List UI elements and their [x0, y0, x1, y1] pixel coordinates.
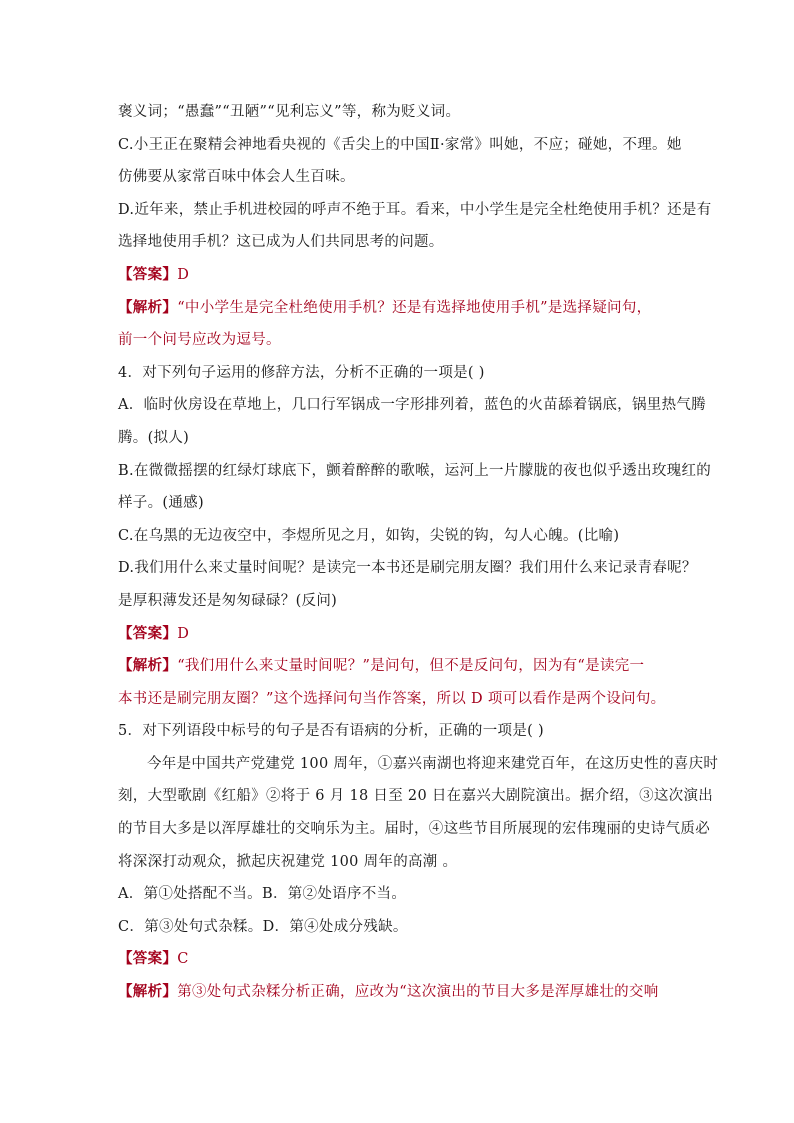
- text-line: [118, 715, 678, 748]
- text-line: [118, 846, 678, 879]
- text-line: [118, 585, 678, 618]
- text-line: [118, 618, 678, 651]
- text-line: [118, 943, 678, 976]
- text-line: [118, 487, 678, 520]
- text-line: [118, 650, 678, 683]
- text-span: “中小学生是完全杜绝使用手机？还是有选择地使用手机”是选择疑问句，: [177, 299, 652, 316]
- text-span: 本书还是刷完朋友圈？”这个选择问句当作答案，所以 D 项可以看作是两个设问句。: [118, 690, 666, 707]
- text-span: 今年是中国共产党建党 100 周年，①嘉兴南湖也将迎来建党百年，在这历史性的喜庆时: [147, 755, 719, 772]
- section-label: 【答案】: [118, 950, 178, 968]
- text-span: “我们用什么来丈量时间呢？”是问句，但不是反问句，因为有“是读完一: [177, 658, 645, 675]
- text-span: 仿佛要从家常百味中体会人生百味。: [118, 169, 355, 186]
- text-span: 的节目大多是以浑厚雄壮的交响乐为主。届时，④这些节目所展现的宏伟瑰丽的史诗气质必: [118, 821, 710, 838]
- section-label: 【答案】: [118, 624, 178, 642]
- text-line: [118, 292, 678, 325]
- text-span: D.我们用什么来丈量时间呢？是读完一本书还是刷完朋友圈？我们用什么来记录青春呢？: [118, 560, 697, 577]
- text-line: [118, 813, 710, 846]
- text-span: D.近年来，禁止手机进校园的呼声不绝于耳。看来，中小学生是完全杜绝使用手机？还是有: [118, 201, 712, 218]
- section-label: 【解析】: [118, 983, 178, 1001]
- text-line: [118, 96, 678, 129]
- text-line: [118, 520, 678, 553]
- text-span: D: [177, 266, 190, 283]
- text-span: 前一个问号应改为逗号。: [118, 332, 281, 349]
- section-label: 【解析】: [118, 657, 178, 675]
- document-page: [118, 96, 719, 1009]
- text-line: [118, 161, 678, 194]
- text-span: D: [177, 625, 190, 642]
- text-span: 将深深打动观众，掀起庆祝建党 100 周年的高潮 。: [118, 853, 458, 870]
- text-line: [118, 129, 682, 162]
- text-line: [118, 683, 678, 716]
- text-span: 腾。(拟人): [118, 429, 190, 446]
- option-row: [118, 878, 678, 911]
- answer-option: C．第③处句式杂糅。: [118, 918, 263, 935]
- text-line: [118, 389, 706, 422]
- answer-option: D．第④处成分残缺。: [262, 918, 408, 935]
- section-label: 【答案】: [118, 265, 178, 283]
- text-line: [118, 748, 719, 781]
- text-line: [118, 357, 678, 390]
- answer-option: A．第①处搭配不当。: [118, 886, 262, 903]
- text-line: [118, 552, 697, 585]
- text-span: C: [177, 951, 189, 968]
- text-line: [118, 259, 678, 292]
- text-line: [118, 324, 678, 357]
- text-span: B.在微微摇摆的红绿灯球底下，颤着醉醉的歌喉，运河上一片朦胧的夜也似乎透出玫瑰红的: [118, 462, 712, 479]
- text-span: 褒义词；“愚蠢”“丑陋”“见利忘义”等，称为贬义词。: [118, 104, 461, 120]
- text-line: [118, 976, 678, 1009]
- text-line: [118, 780, 714, 813]
- text-span: C.小王正在聚精会神地看央视的《舌尖上的中国Ⅱ·家常》叫她，不应；碰她，不理。她: [118, 136, 682, 153]
- text-line: [118, 194, 712, 227]
- answer-option: B．第②处语序不当。: [261, 886, 407, 903]
- text-span: C.在乌黑的无边夜空中，李煜所见之月，如钩，尖锐的钩，勾人心魄。(比喻): [118, 527, 620, 544]
- text-span: 4．对下列句子运用的修辞方法，分析不正确的一项是( ): [118, 364, 485, 381]
- option-row: [118, 911, 678, 944]
- text-span: 是厚积薄发还是匆匆碌碌？(反问): [118, 592, 338, 609]
- text-span: 样子。(通感): [118, 495, 204, 512]
- text-span: 第③处句式杂糅分析正确，应改为“这次演出的节目大多是浑厚雄壮的交响: [177, 984, 659, 1001]
- text-span: 5．对下列语段中标号的句子是否有语病的分析，正确的一项是( ): [118, 723, 544, 740]
- text-span: 刻，大型歌剧《红船》②将于 6 月 18 日至 20 日在嘉兴大剧院演出。据介绍，③这次演出: [118, 788, 714, 805]
- text-span: 选择地使用手机？这已成为人们共同思考的问题。: [118, 234, 444, 251]
- text-line: [118, 226, 678, 259]
- text-span: A．临时伙房设在草地上，几口行军锅成一字形排列着，蓝色的火苗舔着锅底，锅里热气腾: [118, 397, 706, 414]
- text-line: [118, 422, 678, 455]
- section-label: 【解析】: [118, 298, 178, 316]
- text-line: [118, 455, 712, 488]
